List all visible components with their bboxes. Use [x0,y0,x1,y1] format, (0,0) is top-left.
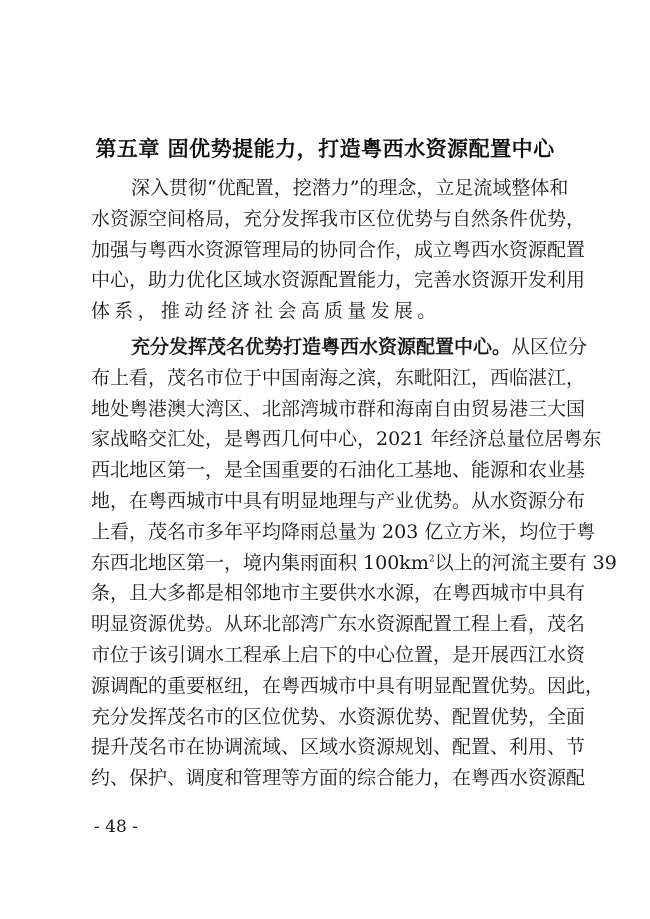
text-line: 条，且大多都是相邻地市主要供水水源，在粤西城市中具有 [91,582,586,605]
text-line: 体系，推动经济社会高质量发展。 [91,300,441,323]
paragraph-lead-heading: 充分发挥茂名优势打造粤西水资源配置中心。 [131,336,512,358]
text-line: 市位于该引调水工程承上启下的中心位置，是开展西江水资 [91,643,586,666]
chapter-title: 第五章 固优势提能力，打造粤西水资源配置中心 [95,137,555,161]
superscript: 2 [428,554,435,565]
intro-paragraph [91,173,586,327]
text-line: 布上看，茂名市位于中国南海之滨，东毗阳江，西临湛江， [91,366,586,389]
text-line: 西北地区第一，是全国重要的石油化工基地、能源和农业基 [91,459,586,482]
text-line: 地处粤港澳大湾区、北部湾城市群和海南自由贸易港三大国 [91,397,586,420]
page-number: - 48 - [94,817,138,837]
text-line: 深入贯彻“优配置，挖潜力”的理念，立足流域整体和 [131,177,569,199]
text-span: 东西北地区第一，境内集雨面积 100km [91,551,429,574]
text-span: 以上的河流主要有 39 [434,551,617,574]
text-line [91,332,588,363]
text-line: 家战略交汇处，是粤西几何中心，2021 年经济总量位居粤东 [91,428,602,451]
text-line: 上看，茂名市多年平均降雨总量为 203 亿立方米，均位于粤 [91,520,596,543]
text-line: 加强与粤西水资源管理局的协同合作，成立粤西水资源配置 [91,238,586,261]
text-line [91,548,617,579]
text-line: 充分发挥茂名市的区位优势、水资源优势、配置优势，全面 [91,705,586,728]
text-line: 提升茂名市在协调流域、区域水资源规划、配置、利用、节 [91,736,586,759]
text-line: 水资源空间格局，充分发挥我市区位优势与自然条件优势， [91,207,586,230]
body-paragraph [91,332,617,794]
text-span: 从区位分 [511,336,588,358]
text-line: 中心，助力优化区域水资源配置能力，完善水资源开发利用 [91,269,586,292]
text-line: 源调配的重要枢纽，在粤西城市中具有明显配置优势。因此， [91,674,605,697]
text-line: 地，在粤西城市中具有明显地理与产业优势。从水资源分布 [91,489,586,512]
text-line: 明显资源优势。从环北部湾广东水资源配置工程上看，茂名 [91,613,586,636]
text-line: 约、保护、调度和管理等方面的综合能力，在粤西水资源配 [91,767,586,790]
